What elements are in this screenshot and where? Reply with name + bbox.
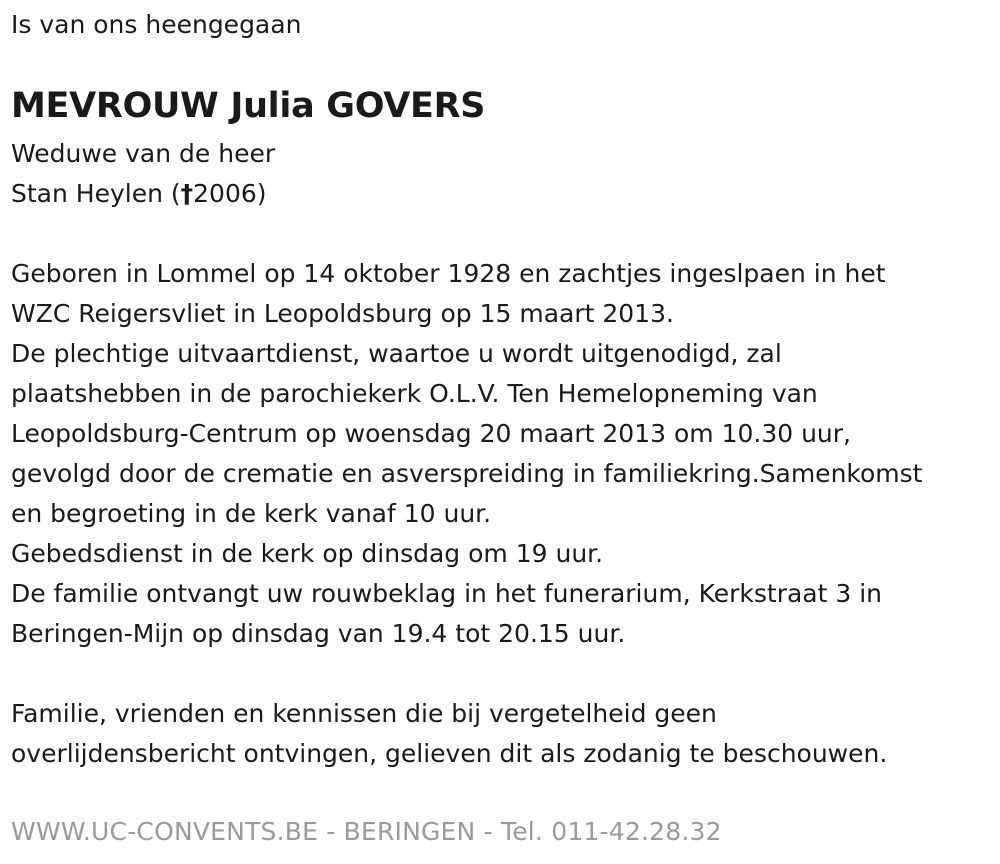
body-line: en begroeting in de kerk vanaf 10 uur. <box>11 499 492 528</box>
cross-icon: † <box>180 179 194 208</box>
body-line: De plechtige uitvaartdienst, waartoe u wordt uitgenodigd, zal <box>11 339 782 368</box>
notice-body <box>11 254 922 654</box>
notice-line: overlijdensbericht ontvingen, gelieven dit als zodanig te beschouwen. <box>11 739 888 768</box>
closing-notice <box>11 694 887 774</box>
body-line: plaatshebben in de parochiekerk O.L.V. Ten Hemelopneming van <box>11 379 818 408</box>
body-line: Geboren in Lommel op 14 oktober 1928 en zachtjes ingeslpaen in het <box>11 259 886 288</box>
footer-contact: WWW.UC-CONVENTS.BE - BERINGEN - Tel. 011-42.28.32 <box>11 817 722 846</box>
body-line: Gebedsdienst in de kerk op dinsdag om 19 uur. <box>11 539 604 568</box>
intro-text: Is van ons heengegaan <box>11 10 302 39</box>
spouse-name: Stan Heylen ( <box>11 179 181 208</box>
spouse-line <box>11 174 275 214</box>
widow-info <box>11 134 275 214</box>
body-line: Beringen-Mijn op dinsdag van 19.4 tot 20.15 uur. <box>11 619 626 648</box>
widow-line: Weduwe van de heer <box>11 139 276 168</box>
notice-line: Familie, vrienden en kennissen die bij vergetelheid geen <box>11 699 717 728</box>
deceased-name: MEVROUW Julia GOVERS <box>11 86 486 126</box>
body-line: WZC Reigersvliet in Leopoldsburg op 15 maart 2013. <box>11 299 674 328</box>
body-line: gevolgd door de crematie en asverspreiding in familiekring.Samenkomst <box>11 459 923 488</box>
body-line: Leopoldsburg-Centrum op woensdag 20 maart 2013 om 10.30 uur, <box>11 419 852 448</box>
spouse-death-year: 2006) <box>193 179 267 208</box>
body-line: De familie ontvangt uw rouwbeklag in het funerarium, Kerkstraat 3 in <box>11 579 883 608</box>
